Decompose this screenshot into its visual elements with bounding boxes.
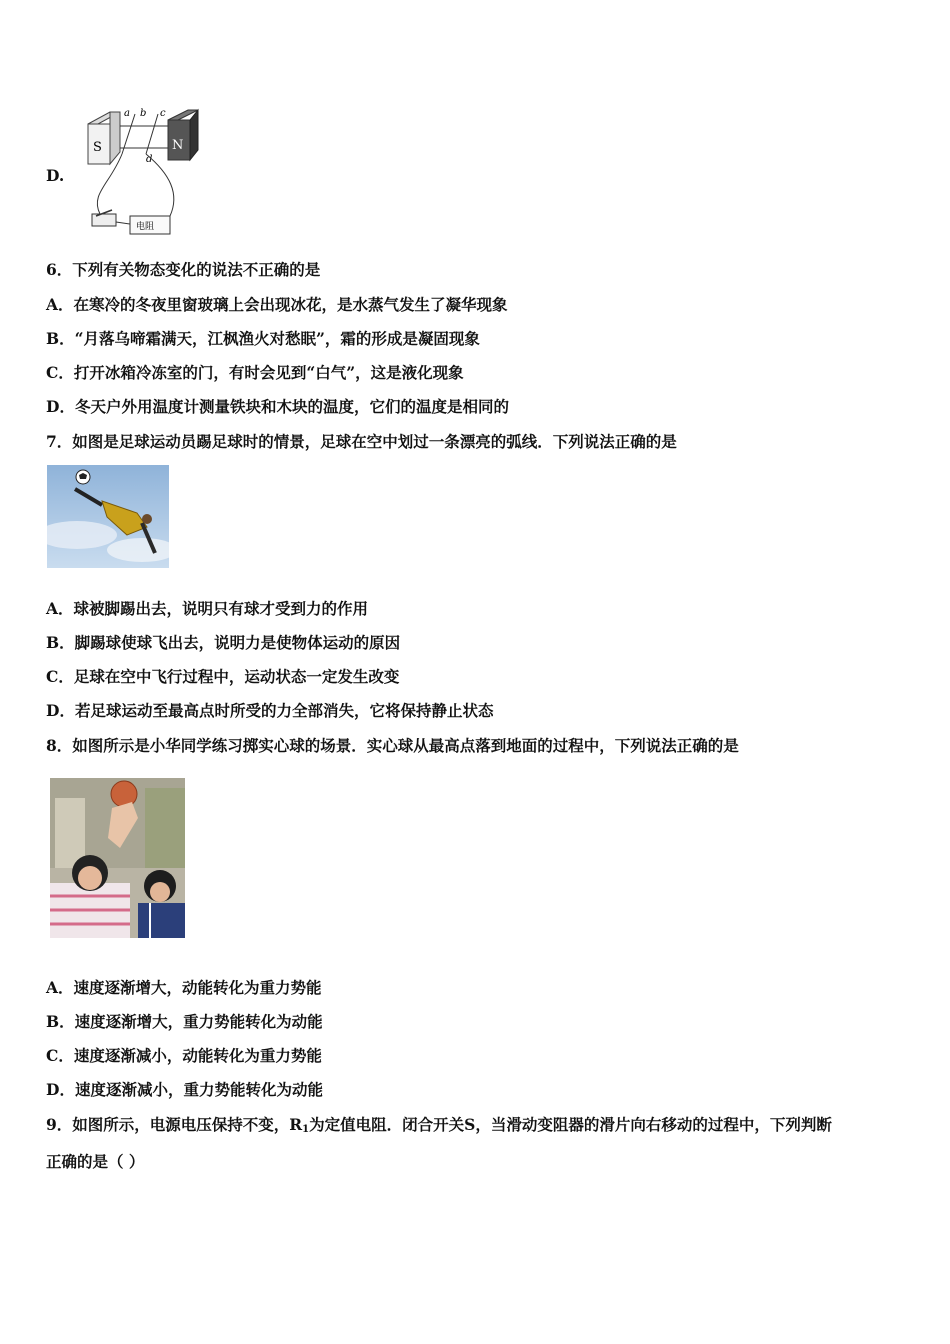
q7-option-c: C．足球在空中飞行过程中，运动状态一定发生改变 bbox=[46, 667, 400, 686]
q9-stem-subscript: 1 bbox=[302, 1124, 310, 1135]
q8-option-b: B．速度逐渐增大，重力势能转化为动能 bbox=[46, 1012, 323, 1031]
q8-option-c: C．速度逐渐减小，动能转化为重力势能 bbox=[46, 1046, 322, 1065]
south-pole-label: S bbox=[93, 140, 102, 155]
device-label: 电阻 bbox=[136, 222, 155, 232]
wire-label-b: b bbox=[140, 108, 147, 119]
q7-option-b: B．脚踢球使球飞出去，说明力是使物体运动的原因 bbox=[46, 633, 401, 652]
q9-stem-line1 bbox=[46, 1115, 832, 1140]
q8-stem: 8．如图所示是小华同学练习掷实心球的场景．实心球从最高点落到地面的过程中，下列说法正确的是 bbox=[46, 736, 739, 755]
q9-stem-part1: 9．如图所示，电源电压保持不变，R bbox=[46, 1115, 303, 1134]
q8-option-a: A．速度逐渐增大，动能转化为重力势能 bbox=[46, 978, 322, 997]
north-pole-label: N bbox=[172, 138, 184, 153]
wire-label-d: d bbox=[146, 154, 153, 165]
q9-stem-part2: 为定值电阻．闭合开关S，当滑动变阻器的滑片向右移动的过程中，下列判断 bbox=[309, 1115, 832, 1134]
q9-stem-line2: 正确的是（ ） bbox=[46, 1152, 145, 1171]
q6-option-c: C．打开冰箱冷冻室的门，有时会见到“白气”，这是液化现象 bbox=[46, 363, 464, 382]
q6-option-d: D．冬天户外用温度计测量铁块和木块的温度，它们的温度是相同的 bbox=[46, 397, 509, 416]
shot-put-photo bbox=[50, 778, 185, 938]
q5-figure bbox=[80, 104, 210, 248]
q8-option-d: D．速度逐渐减小，重力势能转化为动能 bbox=[46, 1080, 323, 1099]
ball-icon bbox=[111, 781, 137, 807]
q6-stem: 6．下列有关物态变化的说法不正确的是 bbox=[46, 260, 321, 279]
magnet-circuit-diagram bbox=[80, 104, 210, 244]
q7-option-a: A．球被脚踢出去，说明只有球才受到力的作用 bbox=[46, 599, 369, 618]
q7-option-d: D．若足球运动至最高点时所受的力全部消失，它将保持静止状态 bbox=[46, 701, 494, 720]
football-photo bbox=[47, 465, 169, 568]
q6-option-b: B．“月落乌啼霜满天，江枫渔火对愁眠”，霜的形成是凝固现象 bbox=[46, 329, 480, 348]
q5-option-d-label: D. bbox=[46, 166, 65, 185]
q6-option-a: A．在寒冷的冬夜里窗玻璃上会出现冰花，是水蒸气发生了凝华现象 bbox=[46, 295, 508, 314]
wire-label-c: c bbox=[160, 108, 166, 119]
q7-stem: 7．如图是足球运动员踢足球时的情景，足球在空中划过一条漂亮的弧线．下列说法正确的是 bbox=[46, 432, 677, 451]
wire-label-a: a bbox=[124, 108, 130, 119]
